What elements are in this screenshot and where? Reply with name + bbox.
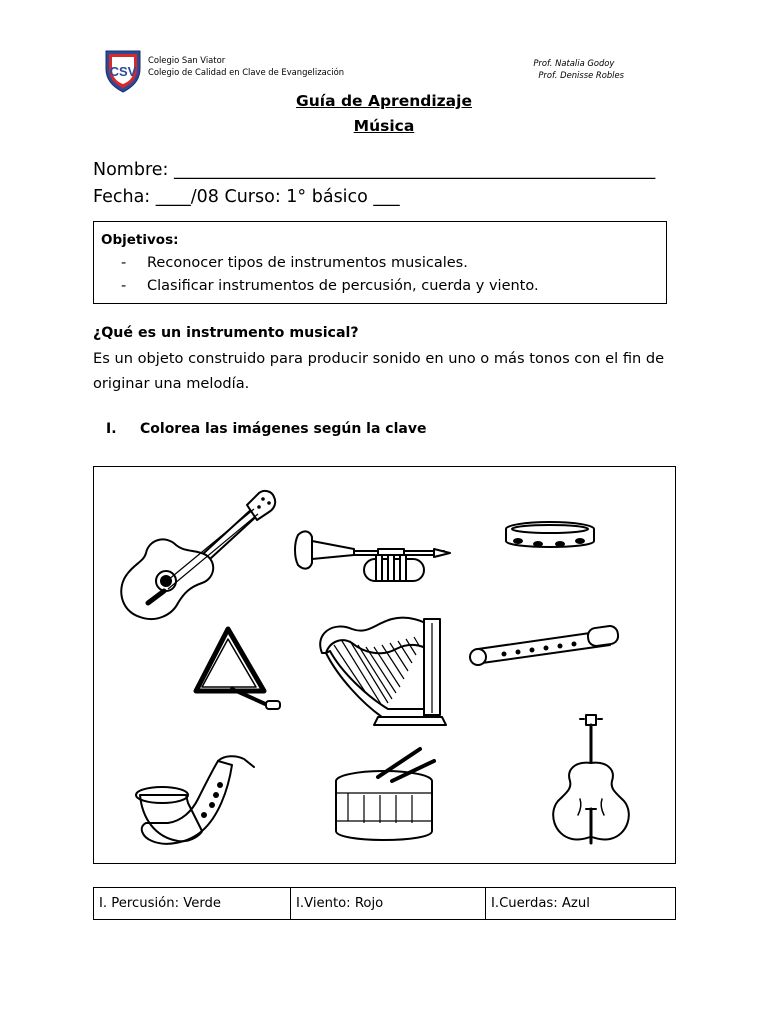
name-field[interactable]: Nombre: _______________________________________________________ xyxy=(93,160,656,180)
trumpet-icon[interactable] xyxy=(295,531,450,581)
school-info xyxy=(148,55,344,78)
teachers xyxy=(533,57,624,81)
objective-item xyxy=(121,255,468,271)
violin-icon[interactable] xyxy=(553,715,629,843)
objectives-heading: Objetivos: xyxy=(101,232,179,248)
objective-text: Reconocer tipos de instrumentos musicales. xyxy=(147,255,468,271)
subject-title: Música xyxy=(353,117,415,135)
tambourine-icon[interactable] xyxy=(506,522,594,547)
instruments-image-box xyxy=(93,466,676,864)
flute-icon[interactable] xyxy=(470,625,619,665)
section-number: I. xyxy=(106,421,117,437)
guide-title: Guía de Aprendizaje xyxy=(296,92,472,110)
question-heading: ¿Qué es un instrumento musical? xyxy=(93,325,359,341)
triangle-icon[interactable] xyxy=(196,629,280,709)
key-percussion: I. Percusión: Verde xyxy=(94,888,291,920)
school-motto: Colegio de Calidad en Clave de Evangelización xyxy=(148,66,345,77)
key-strings: I.Cuerdas: Azul xyxy=(486,888,676,920)
saxophone-icon[interactable] xyxy=(136,756,254,844)
date-course-field[interactable]: Fecha: ____/08 Curso: 1° básico ___ xyxy=(93,187,400,207)
teacher-name: Prof. Denisse Robles xyxy=(538,70,624,80)
drum-icon[interactable] xyxy=(336,749,434,840)
svg-text:CSV: CSV xyxy=(109,64,137,79)
school-name: Colegio San Viator xyxy=(148,55,226,65)
school-logo xyxy=(104,47,142,93)
teacher-name: Prof. Natalia Godoy xyxy=(533,58,615,68)
objectives-box xyxy=(93,221,667,304)
objective-item xyxy=(121,278,539,294)
key-wind: I.Viento: Rojo xyxy=(291,888,486,920)
harp-icon[interactable] xyxy=(320,618,446,725)
question-answer: Es un objeto construido para producir sonido en uno o más tonos con el fin de originar una melodía. xyxy=(93,350,665,392)
color-key-table xyxy=(93,887,676,920)
bullet-dash: - xyxy=(121,278,127,294)
objective-text: Clasificar instrumentos de percusión, cuerda y viento. xyxy=(147,278,539,294)
document-header xyxy=(96,42,648,96)
section-title: Colorea las imágenes según la clave xyxy=(140,421,427,437)
guitar-icon[interactable] xyxy=(121,491,275,619)
bullet-dash: - xyxy=(121,255,127,271)
table-row xyxy=(94,888,676,920)
